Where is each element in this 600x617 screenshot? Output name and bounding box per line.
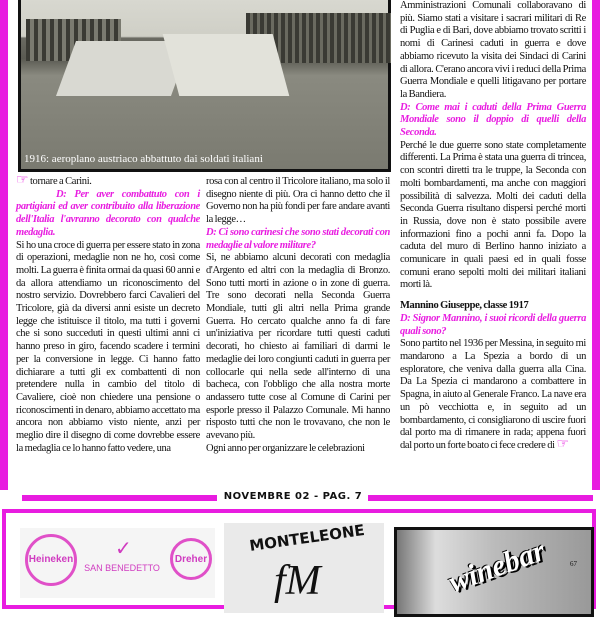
answer: Amministrazioni Comunali collaboravano di più. Siamo stati a visitare i sacrari militari di Re di Puglia e di Bari, dove abbiamo trovato scritti i nomi di Carinesi caduti in guerra e dove abbiamo ricevuto la visita dei Sindaci di Carini di allora. C'erano ancora vivi i reduci della Prima Guerra Mondiale e quelli litigavano per portare la Bandiera. <box>400 0 586 100</box>
column-middle <box>206 176 390 455</box>
footer-rule <box>22 495 217 501</box>
answer: Ogni anno per organizzare le celebrazioni <box>206 442 365 454</box>
answer: Sono partito nel 1936 per Messina, in seguito mi mandarono a La Spezia a bordo di un esploratore, che veniva dalla guerra alla Cina. Da La Spezia ci mandarono a combattere in Spagna, in aiuto al Generale Franco. La nave era un pò vecchiotta e, in seguito ad un bombardamento, ci consigliarono di uscire fuori dal porto ma di rimanere in rada; appena fuori dal porto un forte boato ci fece credere di ☞ <box>400 338 586 452</box>
pointing-hand-icon: ☞ <box>16 173 29 188</box>
swallow-icon: ✓ <box>115 538 132 560</box>
question: D: Per aver combattuto con i partigiani ed aver contribuito alla liberazione dell'Italia l'avranno decorato con qualche medaglia. <box>16 188 200 238</box>
beer-logos-ad <box>20 528 215 598</box>
page-footer <box>0 492 600 506</box>
question: D: Signor Mannino, i suoi ricordi della guerra quali sono? <box>400 312 586 337</box>
magenta-border-right <box>592 0 600 490</box>
pointing-hand-icon: ☞ <box>556 436 569 452</box>
winebar-ad <box>394 527 594 617</box>
interviewee-name: Mannino Giuseppe, classe 1917 <box>400 300 529 312</box>
answer: Si, ne abbiamo alcuni decorati con medaglia d'Argento ed altri con la medaglia di Bronzo. Sono tutti morti in azione o in zone di guerra. Tre sono decorati nella Seconda Guerra Mondiale, tutti gli altri nella Prima grande Guerra. Ho cercato qualche anno fa di fare un'iniziativa per ricordare tutti questi caduti decorati, ho chiesto ai familiari di darmi le medaglie dei loro congiunti caduti in guerra per collocarle qui nella sede all'interno di una bacheca, con l'obbligo che alla nostra morte andassero tutte cose al Comune di Carini per esporle presso il Palazzo Comunale. Mi hanno risposto tutti che non le trovavano, che non le avevano più. <box>206 252 390 442</box>
monogram: fM <box>274 558 321 604</box>
question: D: Ci sono carinesi che sono stati decorati con medaglie al valore militare? <box>206 226 390 251</box>
column-left <box>16 173 200 455</box>
dreher-logo: Dreher <box>170 538 212 580</box>
monteleone-logo-text: MONTELEONE <box>248 521 366 555</box>
sanbenedetto-logo: SAN BENEDETTO <box>84 563 160 573</box>
winebar-logo: winebar <box>444 533 550 600</box>
answer: Si ho una croce di guerra per essere stato in zona di operazioni, medaglie non ne ho, così come molti. La guerra è finita ormai da quasi 60 anni e da allora attendiamo un riconoscimento del nostro servizio. Dovrebbero farci Cavalieri del Tricolore, già da diversi anni esiste un decreto legge che istituisce il titolo, ma tutti i governi che si sono succeduti in questi ultimi anni ci hanno preso in giro, facendo scadere i termini per la conversione in legge. Ci hanno fatto dichiarare a tutti gli ex combattenti di non pretendere nulla in cambio del titolo di Cavaliere, cioè non chiedere una pensione o riconoscimenti in denaro, abbiamo accettato ma ancora non abbiamo visto niente, anzi per meglio dire il disegno di come dovrebbe essere la medaglia ce lo hanno fatto vedere, una <box>16 239 200 454</box>
house-number: 67 <box>570 560 577 568</box>
answer: Perché le due guerre sono state completamente differenti. La Prima è stata una guerra di trincea, con scontri diretti tra le truppe, la Seconda con molti bombardamenti, ma anche con maggiori possibilità di salvezza. Molti dei caduti della Seconda Guerra risultano dispersi perché morti in Russia, dove non è stato possibile avere informazioni fino a pochi anni fa. Dopo la caduta del muro di Berlino hanno iniziato a comunicare in quali paesi ed in quali fosse comuni erano sepolti molti dei militari italiani morti là. <box>400 139 586 291</box>
page-number: NOVEMBRE 02 - PAG. 7 <box>223 491 363 502</box>
advertisement-box <box>2 509 596 609</box>
plane-wing <box>163 34 290 96</box>
column-right <box>400 0 586 453</box>
question: D: Come mai i caduti della Prima Guerra Mondiale sono il doppio di quelli della Seconda. <box>400 101 586 139</box>
historic-photo <box>18 0 391 172</box>
text: tornare a Carini. <box>29 176 92 187</box>
answer: rosa con al centro il Tricolore italiano, ma solo il disegno niente di più. Ora ci hanno detto che il Governo non ha più fondi per fare andare avanti la legge… <box>206 176 390 226</box>
magenta-border-left <box>0 0 8 490</box>
photo-caption: 1916: aeroplano austriaco abbattuto dai soldati italiani <box>24 153 263 165</box>
heineken-logo: Heineken <box>25 534 77 586</box>
footer-rule <box>368 495 593 501</box>
